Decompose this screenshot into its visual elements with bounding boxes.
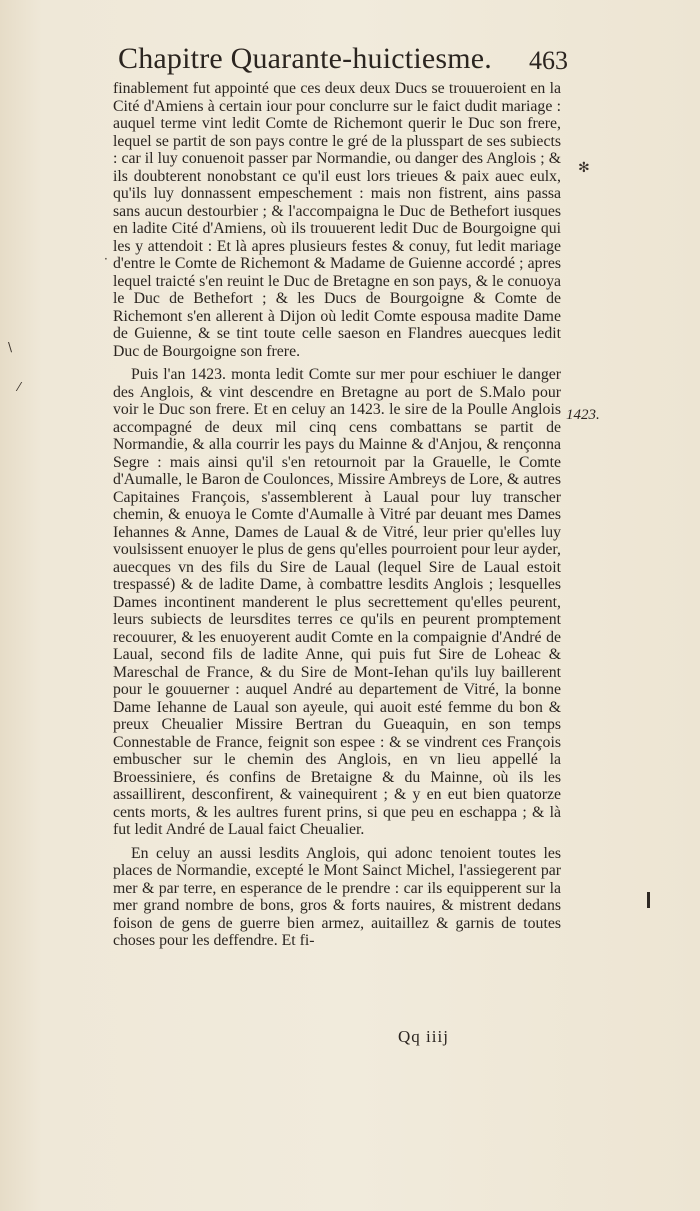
margin-tick-icon: \ [8, 340, 13, 354]
signature-mark: Qq iiij [398, 1027, 449, 1046]
paragraph: Puis l'an 1423. monta ledit Comte sur mer pour eschiuer le danger des Anglois, & vint descendre en Bretagne au port de S.Malo pour voir le Duc son frere. Et en celuy an 1423. le sire de la Poulle Anglois accompagné de deux mil cinq cens combattans se partit de Normandie, & alla courrir les pays du Mainne & d'Anjou, & rençonna Segre : mais ainsi qu'il s'en retournoit par la Grauelle, le Comte d'Aumalle, le Baron de Coulonces, Missire Ambreys de Lore, & autres Capitaines François, s'assemblerent à Laual pour luy transcher chemin, & enuoya le Comte d'Aumalle à Vitré par deuant mes Dames Iehannes & Anne, Dames de Laual & de Vitré, leur prier qu'elles luy voulsissent enuoyer le plus de gens qu'elles pourroient pour leur ayder, auecques vn des fils du Sire de Laual (lequel Sire de Laual estoit trespassé) & de ladite Dame, à combattre lesdits Anglois ; lesquelles Dames incontinent manderent le plus secrettement qu'elles peurent, leurs subiects de leursdites terres ce qu'ils en peurent promptement recouurer, & les enuoyerent audit Comte en la compaignie d'André de Laual, second fils de ladite Anne, qui puis fut Sire de Loheac & Mareschal de France, & du Sire de Mont-Iehan qu'ils luy baillerent pour le gouuerner : auquel André au departement de Vitré, la bonne Dame Iehanne de Laual son ayeule, qui auoit esté femme du bon & preux Cheualier Missire Bertran du Gueaquin, en son temps Connestable de France, feignit son espee : & se vindrent ces François embuscher sur le chemin des Anglois, en vn lieu appellé la Broessiniere, és confins de Bretaigne & du Mainne, où ils les assaillirent, desconfirent, & vainequirent ; & y en eut bien quatorze cents morts, & les aultres furent prins, si que peu en eschappa ; & là fut ledit André de Laual faict Cheualier. [113, 366, 561, 838]
page-header [118, 40, 568, 78]
margin-tick-icon: ⁄ [18, 380, 21, 394]
margin-dot-icon: · [104, 252, 108, 266]
paragraph: finablement fut appointé que ces deux deux Ducs se trouueroient en la Cité d'Amiens à certain iour pour conclurre sur le faict dudit mariage : auquel terme vint ledit Comte de Richemont querir le Duc son frere, lequel se partit de son pays contre le gré de la plusspart de ses subiects : car il luy conuenoit passer par Normandie, ou danger des Anglois ; & ils doubterent nonobstant ce qu'il eust lors trieues & paix auec eulx, qu'ils luy donnassent empeschement : mais non fistrent, ains passa sans aucun destourbier ; & l'accompaigna le Duc de Bethefort iusques en ladite Cité d'Amiens, où ils trouuerent ledit Duc de Bourgoigne qui les y attendoit : Et là apres plusieurs festes & conuy, fut ledit mariage d'entre le Comte de Richemont & Madame de Guienne accordé ; apres lequel traicté s'en reuint le Duc de Bretagne en son pays, & le conuoya le Duc de Bethefort ; & les Ducs de Bourgoigne & Comte de Richemont s'en allerent à Dijon où ledit Comte espousa madite Dame de Guienne, & se tint toute celle saeson en Flandres auecques ledit Duc de Bourgoigne son frere. [113, 80, 561, 360]
margin-bar-mark-icon [647, 892, 650, 908]
paragraph: En celuy an aussi lesdits Anglois, qui adonc tenoient toutes les places de Normandie, excepté le Mont Sainct Michel, l'assiegerent par mer & par terre, en esperance de le prendre : car ils equipperent sur la mer grand nombre de bons, gros & forts nauires, & mistrent dedans foison de gens de guerre bien armez, auitaillez & garnis de toutes choses pour les deffendre. Et fi- [113, 844, 561, 949]
asterisk-mark-icon: ✻ [578, 160, 590, 176]
running-title: Chapitre Quarante-huictiesme. [118, 42, 492, 75]
margin-note-year: 1423. [566, 407, 600, 423]
body-text [113, 80, 561, 950]
page-number: 463 [529, 46, 568, 75]
